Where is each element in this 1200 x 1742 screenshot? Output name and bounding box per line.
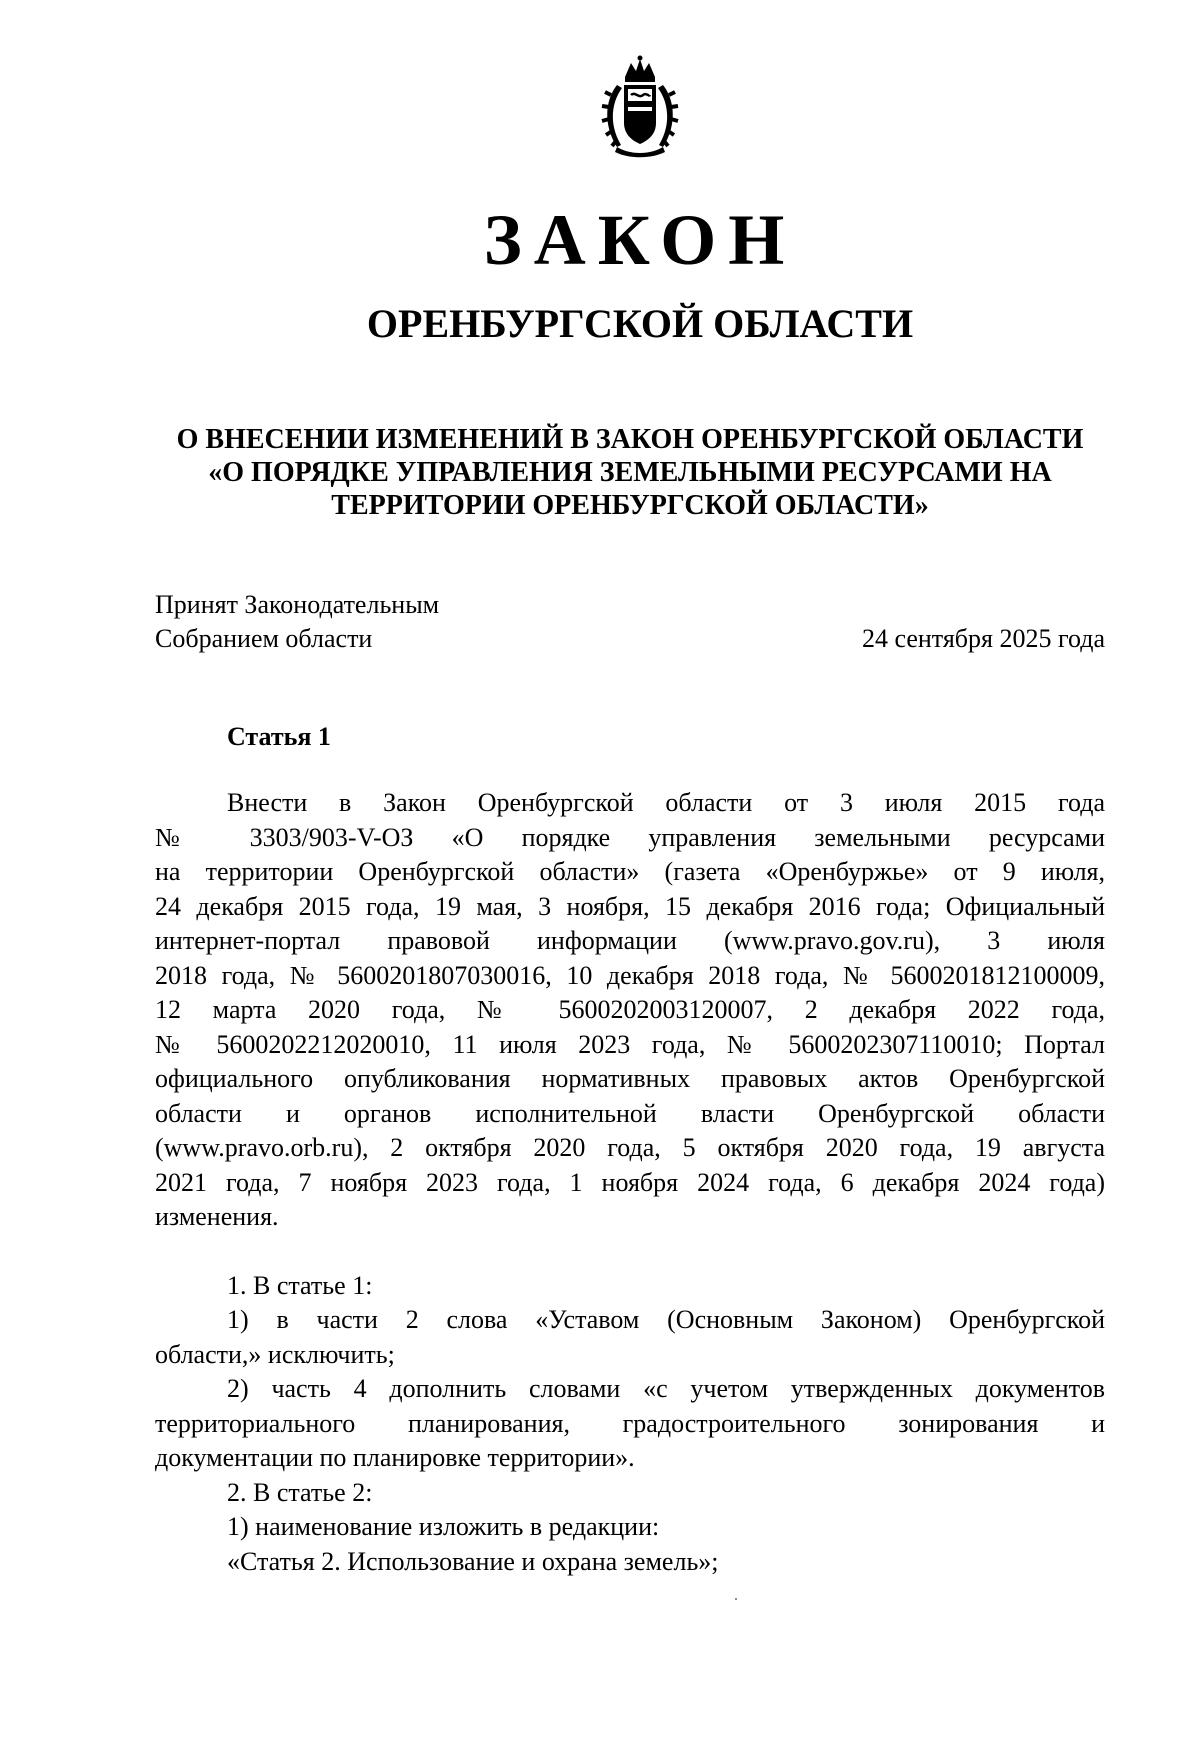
paragraph-line: Внести в Закон Оренбургской области от 3 июля 2015 года	[227, 788, 1105, 817]
adoption-date: 24 сентября 2025 года	[861, 624, 1105, 653]
paragraph-line: интернет-портал правовой информации (www.pravo.gov.ru), 3 июля	[155, 926, 1105, 955]
paragraph-line: 24 декабря 2015 года, 19 мая, 3 ноября, 15 декабря 2016 года; Официальный	[155, 891, 1105, 921]
item-1-2-line: 2) часть 4 дополнить словами «с учетом утвержденных документов	[227, 1374, 1105, 1403]
law-heading-line: О ВНЕСЕНИИ ИЗМЕНЕНИЙ В ЗАКОН ОРЕНБУРГСКОЙ ОБЛАСТИ	[176, 424, 1084, 455]
article-title: Статья 1	[227, 722, 331, 751]
paragraph-line: (www.pravo.orb.ru), 2 октября 2020 года, 5 октября 2020 года, 19 августа	[155, 1133, 1105, 1162]
paragraph-gap	[155, 1235, 1105, 1269]
item-1-2-line: территориального планирования, градостроительного зонирования и	[155, 1408, 1105, 1438]
law-title: ЗАКОН	[483, 200, 797, 280]
paragraph-line: области и органов исполнительной власти Оренбургской области	[155, 1098, 1105, 1128]
coat-of-arms-emblem	[595, 55, 685, 160]
paragraph-line: 2021 года, 7 ноября 2023 года, 1 ноября 2024 года, 6 декабря 2024 года)	[155, 1167, 1105, 1197]
adoption-block	[155, 588, 1105, 656]
article-body	[155, 786, 1105, 1579]
item-1-title: 1. В статье 1:	[227, 1270, 373, 1300]
law-heading	[150, 423, 1110, 522]
law-region-subtitle: ОРЕНБУРГСКОЙ ОБЛАСТИ	[366, 301, 914, 346]
law-heading-line: ТЕРРИТОРИИ ОРЕНБУРГСКОЙ ОБЛАСТИ»	[331, 490, 929, 521]
adoption-line-2: Собранием области	[155, 624, 373, 653]
adoption-line-1: Принят Законодательным	[155, 590, 440, 619]
item-1-1-line: области,» исключить;	[155, 1339, 395, 1369]
paragraph-line: 12 марта 2020 года, № 5600202003120007, 2 декабря 2022 года,	[155, 995, 1105, 1024]
paragraph-line: № 5600202212020010, 11 июля 2023 года, № 5600202307110010; Портал	[155, 1029, 1105, 1059]
paragraph-line: № 3303/903-V-ОЗ «О порядке управления земельными ресурсами	[155, 822, 1105, 852]
paragraph-line: на территории Оренбургской области» (газета «Оренбуржье» от 9 июля,	[155, 857, 1105, 886]
item-2-title: 2. В статье 2:	[227, 1477, 373, 1507]
item-1-1-line: 1) в части 2 слова «Уставом (Основным Законом) Оренбургской	[227, 1305, 1105, 1334]
paragraph-line: 2018 года, № 5600201807030016, 10 декабря 2018 года, № 5600201812100009,	[155, 960, 1105, 990]
item-2-1-quote: «Статья 2. Использование и охрана земель»;	[227, 1546, 719, 1576]
paragraph-line: изменения.	[155, 1202, 279, 1231]
scan-artifact	[735, 1598, 737, 1600]
item-2-1-line: 1) наименование изложить в редакции:	[227, 1512, 660, 1541]
item-1-2-line: документации по планировке территории».	[155, 1443, 635, 1472]
law-heading-line: «О ПОРЯДКЕ УПРАВЛЕНИЯ ЗЕМЕЛЬНЫМИ РЕСУРСАМИ НА	[208, 457, 1052, 488]
paragraph-line: официального опубликования нормативных правовых актов Оренбургской	[155, 1064, 1105, 1093]
